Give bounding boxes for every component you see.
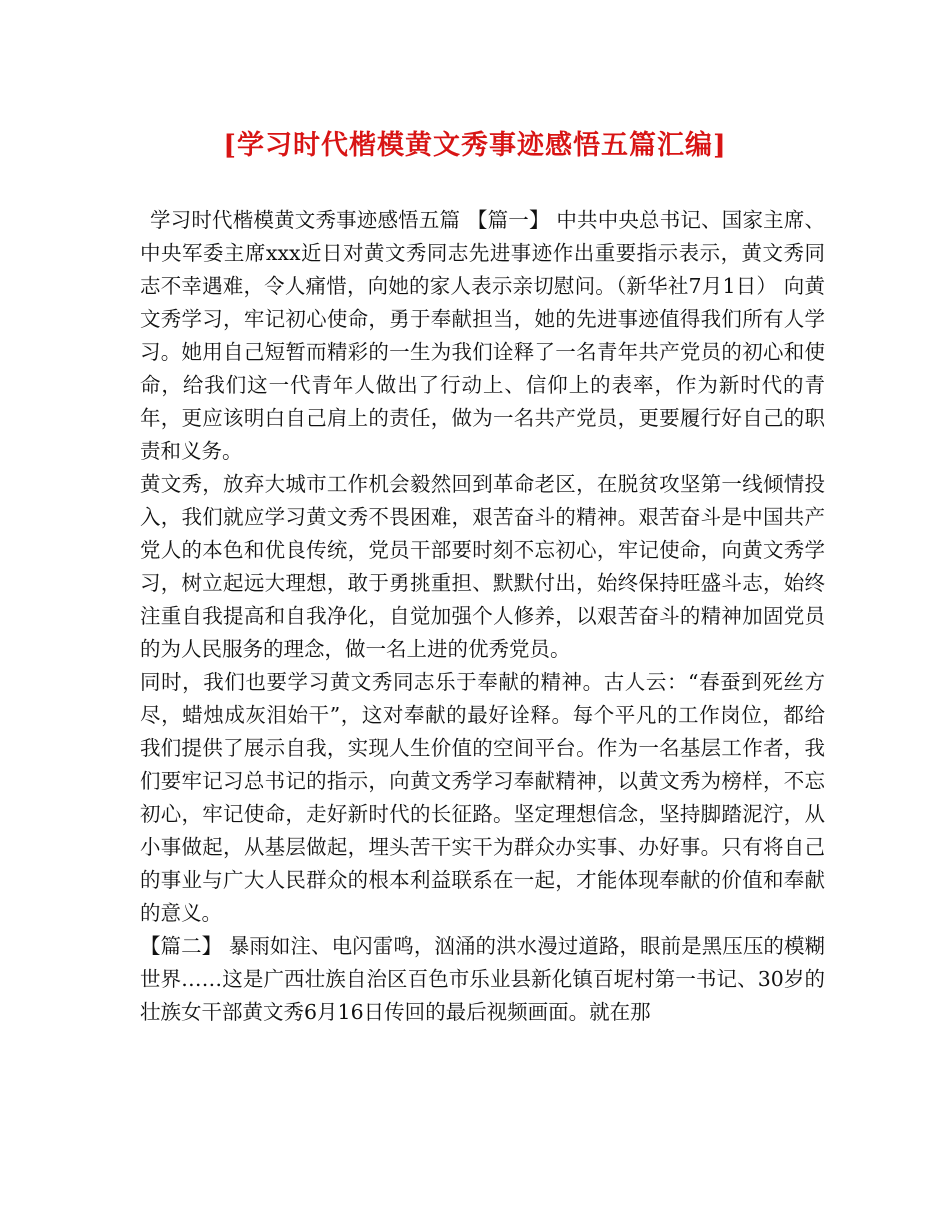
paragraph-3: 同时，我们也要学习黄文秀同志乐于奉献的精神。古人云：“春蚕到死丝方尽，蜡烛成灰泪始干”，这对奉献的最好诠释。每个平凡的工作岗位，都给我们提供了展示自我，实现人生价值的空间平台。作为一名基层工作者，我们要牢记习总书记的指示，向黄文秀学习奉献精神，以黄文秀为榜样，不忘初心，牢记使命，走好新时代的长征路。坚定理想信念，坚持脚踏泥泞，从小事做起，从基层做起，埋头苦干实干为群众办实事、办好事。只有将自己的事业与广大人民群众的根本利益联系在一起，才能体现奉献的价值和奉献的意义。 <box>140 670 825 925</box>
document-title: [学习时代楷模黄文秀事迹感悟五篇汇编] <box>223 130 727 161</box>
paragraph-4: 【篇二】 暴雨如注、电闪雷鸣，汹涌的洪水漫过道路，眼前是黑压压的模糊世界……这是广西壮族自治区百色市乐业县新化镇百坭村第一书记、30岁的壮族女干部黄文秀6月16日传回的最后视频画面。就在那 <box>140 934 825 1024</box>
paragraph-1: 学习时代楷模黄文秀事迹感悟五篇 【篇一】 中共中央总书记、国家主席、中央军委主席xxx近日对黄文秀同志先进事迹作出重要指示表示，黄文秀同志不幸遇难，令人痛惜，向她的家人表示亲切慰问。（新华社7月1日） 向黄文秀学习，牢记初心使命，勇于奉献担当，她的先进事迹值得我们所有人学习。她用自己短暂而精彩的一生为我们诠释了一名青年共产党员的初心和使命，给我们这一代青年人做出了行动上、信仰上的表率，作为新时代的青年，更应该明白自己肩上的责任，做为一名共产党员，更要履行好自己的职责和义务。 <box>140 208 825 463</box>
paragraph-2: 黄文秀，放弃大城市工作机会毅然回到革命老区，在脱贫攻坚第一线倾情投入，我们就应学习黄文秀不畏困难，艰苦奋斗的精神。艰苦奋斗是中国共产党人的本色和优良传统，党员干部要时刻不忘初心，牢记使命，向黄文秀学习，树立起远大理想，敢于勇挑重担、默默付出，始终保持旺盛斗志，始终注重自我提高和自我净化，自觉加强个人修养，以艰苦奋斗的精神加固党员的为人民服务的理念，做一名上进的优秀党员。 <box>140 472 825 661</box>
document-body <box>140 204 825 1029</box>
